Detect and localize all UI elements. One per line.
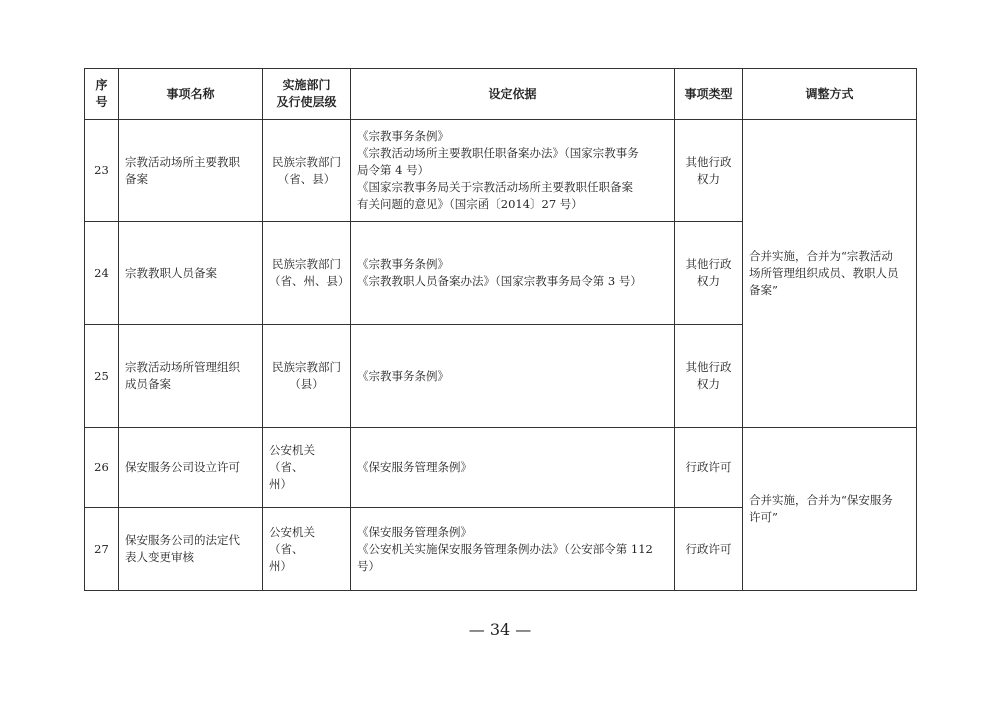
- row-name: 保安服务公司的法定代 表人变更审核: [119, 508, 263, 591]
- header-name: 事项名称: [119, 69, 263, 120]
- row-no: 27: [85, 508, 119, 591]
- header-adjust: 调整方式: [743, 69, 917, 120]
- table-row: [85, 120, 917, 222]
- row-dept: 民族宗教部门 （省、县）: [263, 120, 351, 222]
- row-dept: 民族宗教部门 （省、州、县）: [263, 222, 351, 325]
- row-no: 24: [85, 222, 119, 325]
- row-basis: 《保安服务管理条例》 《公安机关实施保安服务管理条例办法》（公安部令第 112 号）: [351, 508, 675, 591]
- page-number: — 34 —: [468, 620, 532, 639]
- row-dept: 公安机关（省、 州）: [263, 508, 351, 591]
- row-basis: 《宗教事务条例》 《宗教教职人员备案办法》（国家宗教事务局令第 3 号）: [351, 222, 675, 325]
- row-name: 宗教活动场所管理组织 成员备案: [119, 325, 263, 428]
- header-dept: 实施部门 及行使层级: [263, 69, 351, 120]
- header-basis: 设定依据: [351, 69, 675, 120]
- row-name: 保安服务公司设立许可: [119, 428, 263, 508]
- row-no: 26: [85, 428, 119, 508]
- row-type: 其他行政 权力: [675, 325, 743, 428]
- row-basis: 《宗教事务条例》: [351, 325, 675, 428]
- row-name: 宗教活动场所主要教职 备案: [119, 120, 263, 222]
- regulation-table: [84, 68, 917, 591]
- row-type: 行政许可: [675, 508, 743, 591]
- adjust-cell: 合并实施，合并为“宗教活动 场所管理组织成员、教职人员 备案”: [743, 120, 917, 428]
- row-no: 23: [85, 120, 119, 222]
- row-type: 其他行政 权力: [675, 222, 743, 325]
- header-type: 事项类型: [675, 69, 743, 120]
- row-basis: 《保安服务管理条例》: [351, 428, 675, 508]
- row-type: 行政许可: [675, 428, 743, 508]
- header-row: [85, 69, 917, 120]
- row-no: 25: [85, 325, 119, 428]
- row-basis: 《宗教事务条例》 《宗教活动场所主要教职任职备案办法》（国家宗教事务 局令第 4 号） 《国家宗教事务局关于宗教活动场所主要教职任职备案 有关问题的意见》（国宗函〔2014〕27 号）: [351, 120, 675, 222]
- row-type: 其他行政 权力: [675, 120, 743, 222]
- row-dept: 公安机关（省、 州）: [263, 428, 351, 508]
- row-name: 宗教教职人员备案: [119, 222, 263, 325]
- header-no: 序 号: [85, 69, 119, 120]
- adjust-cell: 合并实施，合并为“保安服务 许可”: [743, 428, 917, 591]
- row-dept: 民族宗教部门 （县）: [263, 325, 351, 428]
- table-row: [85, 428, 917, 508]
